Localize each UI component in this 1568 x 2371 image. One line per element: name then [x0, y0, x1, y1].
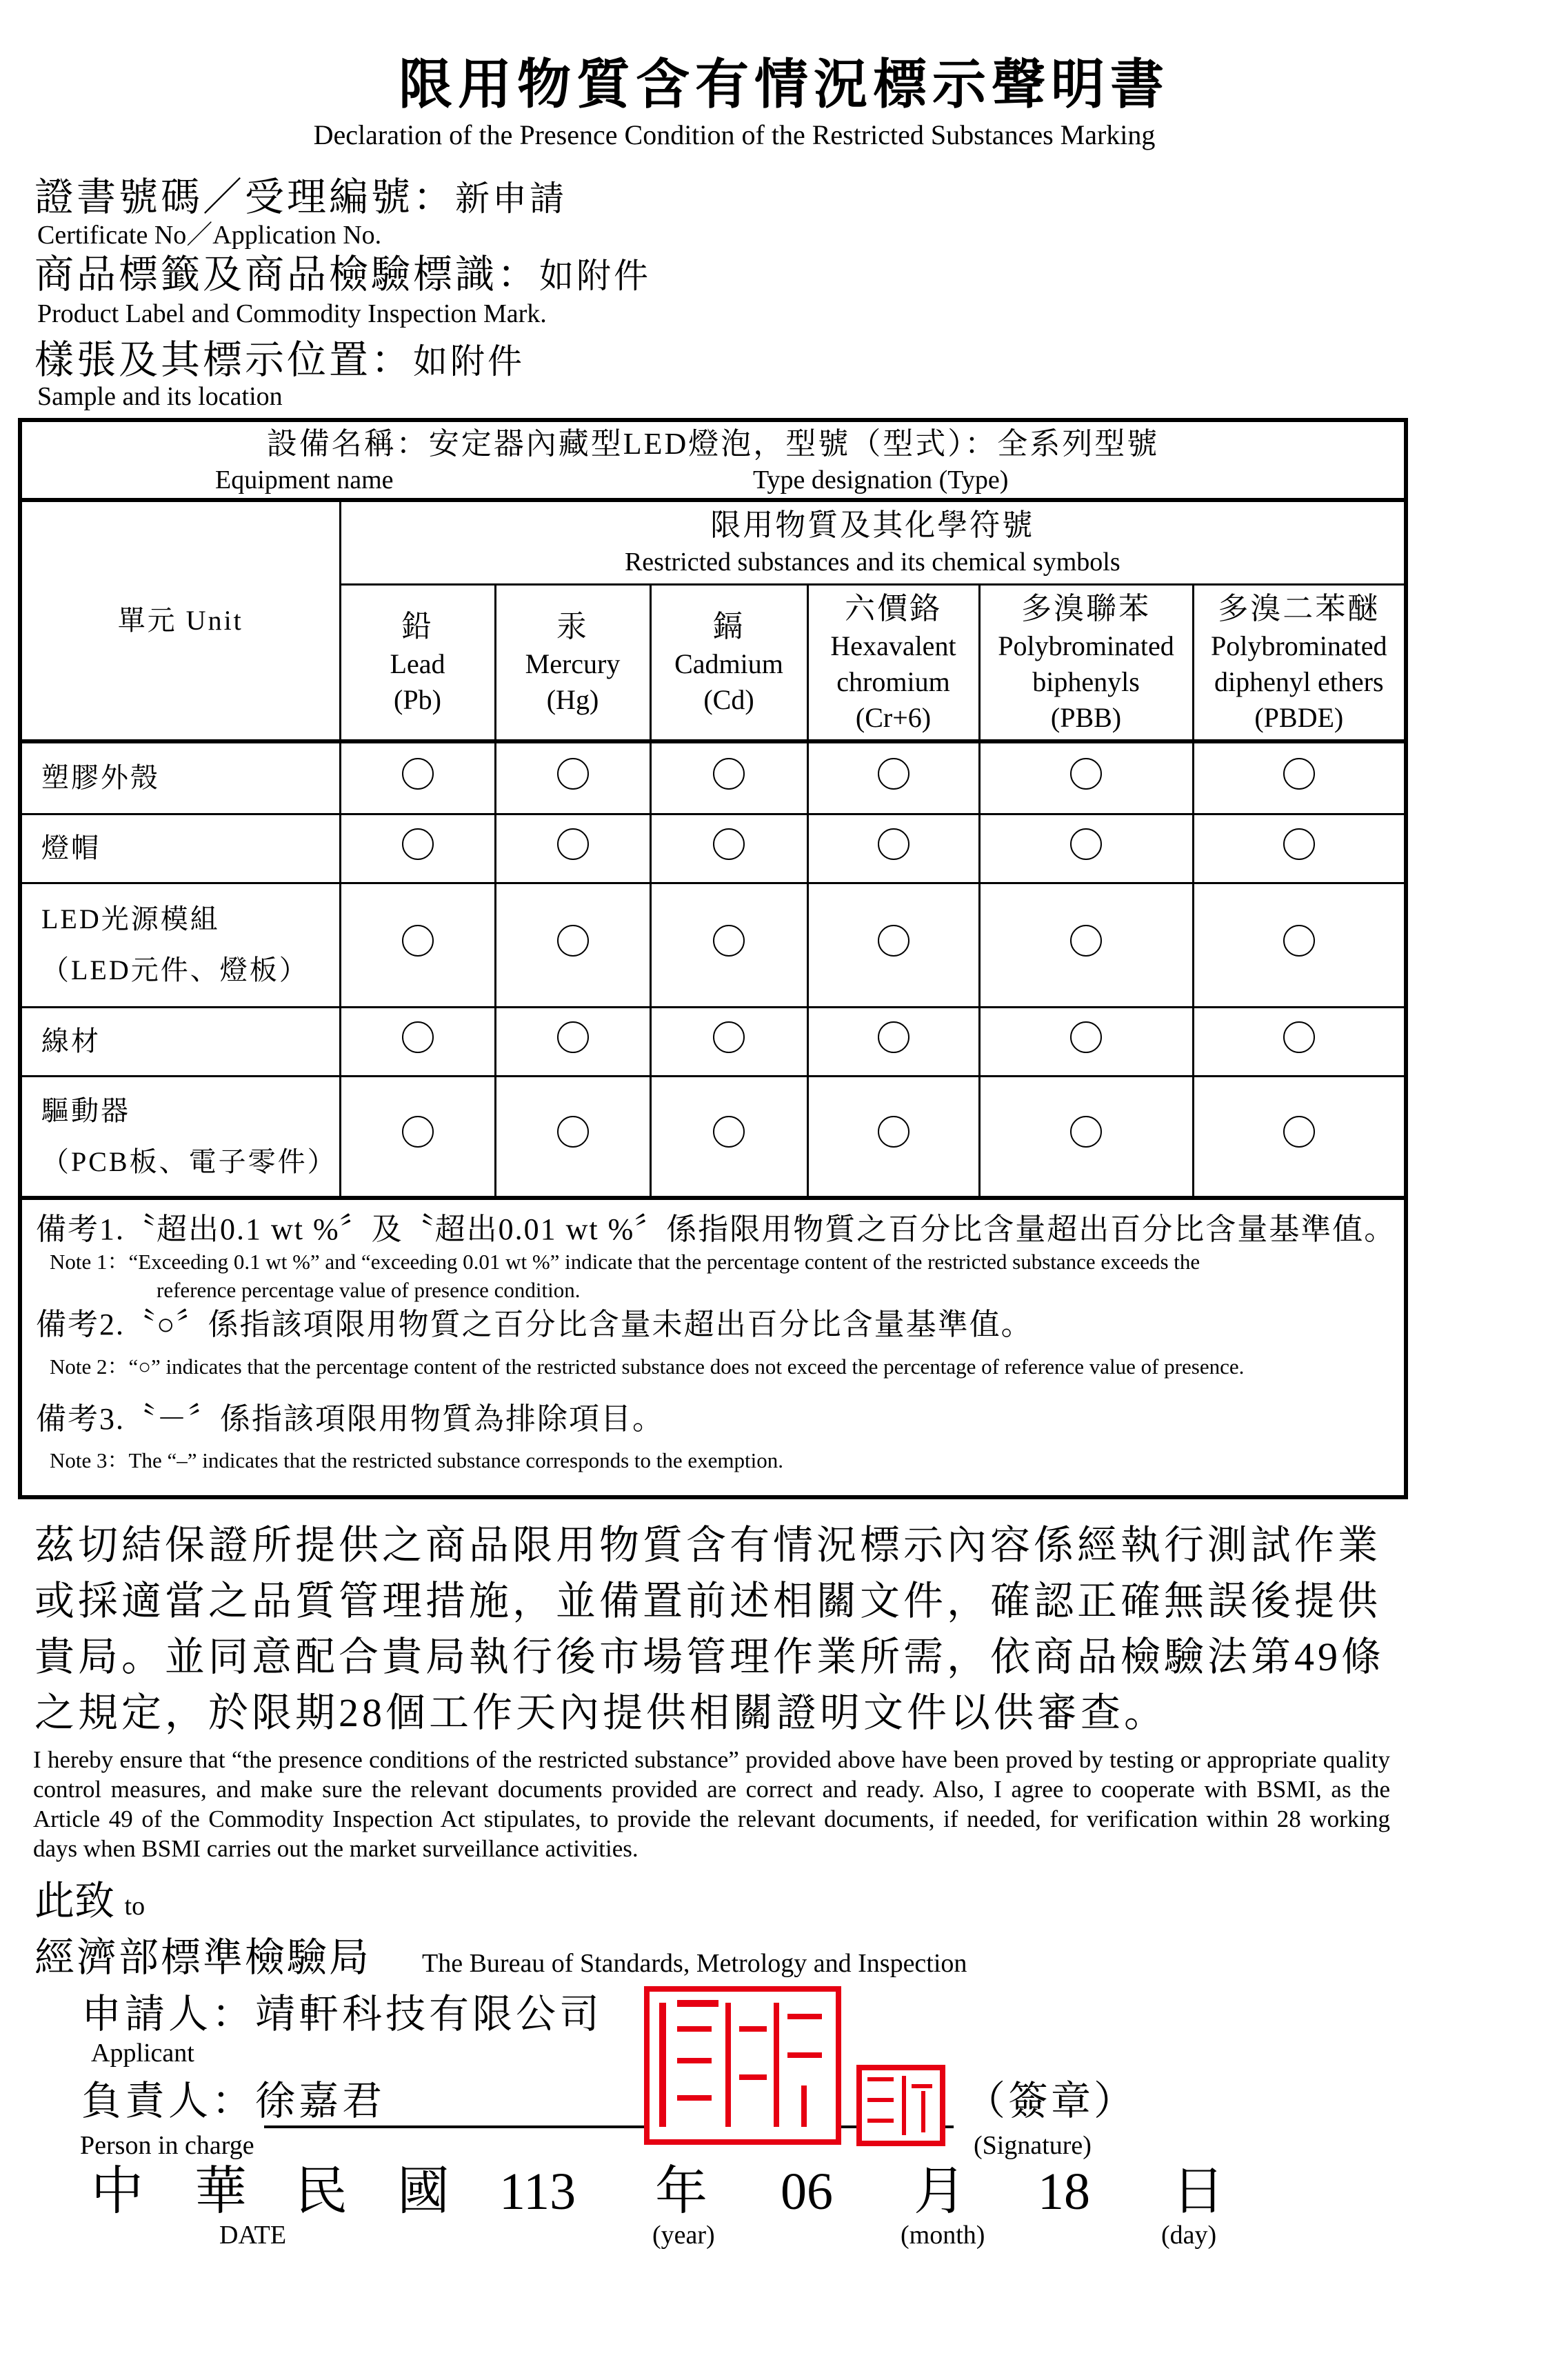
date-prefix-3: 民: [295, 2163, 348, 2221]
status-cell: [340, 883, 495, 1007]
circle-mark-icon: [402, 1116, 434, 1148]
field-label: 樣張及其標示位置：: [34, 339, 413, 382]
status-cell: [650, 741, 807, 814]
circle-mark-icon: [713, 1021, 745, 1053]
column-chromium: [807, 584, 979, 741]
column-symbol: (Hg): [546, 683, 599, 715]
column-pbde: [1193, 584, 1406, 741]
signature-zh: （簽章）: [965, 2079, 1137, 2123]
status-cell: [807, 741, 979, 814]
equipment-row: [20, 420, 1406, 500]
column-lead: [340, 584, 495, 741]
circle-mark-icon: [878, 1021, 909, 1053]
person-value: 徐嘉君: [255, 2079, 386, 2123]
table-row: [20, 741, 1406, 814]
product-label-field: [34, 253, 651, 297]
to-en: to: [124, 1892, 145, 1921]
page-subtitle: Declaration of the Presence Condition of the Restricted Substances Marking: [313, 119, 1156, 150]
date-month-zh: 月: [914, 2163, 966, 2221]
status-cell: [979, 1007, 1193, 1076]
note-3-zh: 備考3.〝－〞係指該項限用物質為排除項目。: [36, 1401, 664, 1436]
circle-mark-icon: [878, 828, 909, 860]
column-en: Polybrominated biphenyls: [998, 630, 1174, 697]
equipment-name-en: Equipment name: [215, 465, 394, 494]
status-cell: [1193, 814, 1406, 883]
status-cell: [1193, 883, 1406, 1007]
applicant-value: 靖軒科技有限公司: [255, 1992, 603, 2037]
status-cell: [1193, 741, 1406, 814]
circle-mark-icon: [402, 1021, 434, 1053]
circle-mark-icon: [1283, 1116, 1315, 1148]
date-prefix-2: 華: [194, 2163, 247, 2221]
row-label-cell: [20, 814, 340, 883]
column-symbol: (Cd): [703, 683, 754, 715]
declaration-line: 茲切結保證所提供之商品限用物質含有情況標示內容係經執行測試作業: [34, 1523, 1382, 1568]
date-year-zh: 年: [655, 2163, 707, 2221]
column-zh: 多溴聯苯: [1021, 591, 1151, 626]
date-month-en: (month): [901, 2221, 985, 2250]
person-line: [81, 2081, 385, 2121]
column-en: Hexavalent chromium: [830, 630, 956, 697]
status-cell: [807, 883, 979, 1007]
status-cell: [340, 1076, 495, 1198]
circle-mark-icon: [1283, 828, 1315, 860]
personal-seal-stamp: [856, 2065, 945, 2146]
circle-mark-icon: [1283, 1021, 1315, 1053]
status-cell: [650, 814, 807, 883]
status-cell: [495, 1007, 650, 1076]
declaration-en: I hereby ensure that “the presence conditions of the restricted substance” provided above have been proved by testing or appropriate quality control measures, and make sure the relevant documents provided are correct and ready. Also, I agree to cooperate with BSMI, as the Article 49 of the Commodity Inspection Act stipulates, to provide the relevant documents, if needed, for verification within 28 working days when BSMI carries out the market surveillance activities.: [33, 1746, 1390, 1862]
field-label-en: Certificate No／Application No.: [37, 221, 382, 250]
date-year-en: (year): [652, 2221, 715, 2250]
status-cell: [807, 814, 979, 883]
circle-mark-icon: [713, 828, 745, 860]
declaration-line: 或採適當之品質管理措施，並備置前述相關文件，確認正確無誤後提供: [34, 1579, 1382, 1623]
to-line: [34, 1881, 145, 1921]
status-cell: [979, 814, 1193, 883]
row-label-cell: [20, 883, 340, 1007]
date-prefix-4: 國: [397, 2163, 450, 2221]
circle-mark-icon: [878, 1116, 909, 1148]
table-row: [20, 1007, 1406, 1076]
certificate-no-field: [34, 178, 567, 217]
page-title: 限用物質含有情況標示聲明書: [398, 54, 1169, 114]
column-zh: 汞: [556, 609, 589, 643]
column-zh: 鎘: [712, 609, 745, 643]
status-cell: [495, 883, 650, 1007]
status-cell: [340, 741, 495, 814]
circle-mark-icon: [402, 758, 434, 790]
sample-location-field: [34, 341, 525, 380]
circle-mark-icon: [1283, 925, 1315, 957]
declaration-zh: [34, 1517, 1386, 1741]
signature-en: (Signature): [974, 2131, 1092, 2160]
column-en: Cadmium: [674, 648, 783, 679]
column-zh: 鉛: [401, 609, 434, 643]
equipment-cell: [20, 420, 1406, 500]
signature-underline: [264, 2125, 954, 2128]
circle-mark-icon: [1070, 828, 1102, 860]
circle-mark-icon: [402, 925, 434, 957]
column-pbb: [979, 584, 1193, 741]
status-cell: [979, 883, 1193, 1007]
circle-mark-icon: [557, 925, 589, 957]
circle-mark-icon: [557, 1021, 589, 1053]
date-prefix-1: 中: [91, 2163, 143, 2221]
date-day-zh: 日: [1172, 2163, 1225, 2221]
bureau-zh: 經濟部標準檢驗局: [34, 1935, 372, 1980]
note-1-en: Note 1：“Exceeding 0.1 wt %” and “exceeding 0.01 wt %” indicate that the percentage content of the restricted substance exceeds the: [50, 1249, 1200, 1274]
status-cell: [807, 1007, 979, 1076]
column-symbol: (Cr+6): [855, 701, 932, 733]
status-cell: [340, 814, 495, 883]
applicant-en: Applicant: [91, 2039, 194, 2068]
status-cell: [979, 741, 1193, 814]
field-value: 新申請: [455, 179, 567, 218]
circle-mark-icon: [713, 1116, 745, 1148]
bureau-en: The Bureau of Standards, Metrology and Inspection: [422, 1949, 967, 1978]
applicant-label: 申請人：: [81, 1992, 256, 2037]
field-value: 如附件: [413, 342, 525, 381]
date-day-en: (day): [1161, 2221, 1217, 2250]
date-label-en: DATE: [219, 2221, 287, 2250]
status-cell: [650, 1076, 807, 1198]
table-row: [20, 1076, 1406, 1198]
column-en: Mercury: [525, 648, 621, 679]
circle-mark-icon: [1070, 758, 1102, 790]
status-cell: [650, 1007, 807, 1076]
unit-header: 單元 Unit: [20, 500, 340, 741]
circle-mark-icon: [1070, 1116, 1102, 1148]
note-2-zh: 備考2.〝○〞係指該項限用物質之百分比含量未超出百分比含量基準值。: [36, 1308, 1033, 1342]
status-cell: [495, 1076, 650, 1198]
circle-mark-icon: [1283, 758, 1315, 790]
circle-mark-icon: [713, 758, 745, 790]
equipment-line: 設備名稱：安定器內藏型LED燈泡，型號（型式）：全系列型號: [266, 427, 1160, 461]
circle-mark-icon: [557, 758, 589, 790]
column-cadmium: [650, 584, 807, 741]
substances-header-en: Restricted substances and its chemical symbols: [624, 547, 1120, 577]
company-seal-stamp: [644, 1986, 841, 2145]
column-symbol: (PBB): [1050, 701, 1122, 733]
field-label-en: Product Label and Commodity Inspection Mark.: [37, 299, 547, 328]
circle-mark-icon: [878, 758, 909, 790]
status-cell: [650, 883, 807, 1007]
row-label-cell: [20, 1076, 340, 1198]
header-row: [20, 500, 1406, 584]
circle-mark-icon: [402, 828, 434, 860]
date-month: 06: [781, 2163, 833, 2221]
column-en: Lead: [390, 648, 445, 679]
field-label: 證書號碼／受理編號：: [34, 176, 455, 219]
status-cell: [495, 814, 650, 883]
status-cell: [1193, 1076, 1406, 1198]
circle-mark-icon: [878, 925, 909, 957]
type-designation-en: Type designation (Type): [753, 465, 1009, 494]
status-cell: [807, 1076, 979, 1198]
column-en: Polybrominated diphenyl ethers: [1211, 630, 1387, 697]
field-value: 如附件: [539, 257, 651, 295]
status-cell: [495, 741, 650, 814]
circle-mark-icon: [557, 828, 589, 860]
column-symbol: (Pb): [394, 683, 441, 715]
notes-row: [20, 1198, 1406, 1497]
field-label-en: Sample and its location: [37, 382, 283, 411]
declaration-line: 貴局。並同意配合貴局執行後市場管理作業所需，依商品檢驗法第49條: [34, 1634, 1385, 1679]
status-cell: [1193, 1007, 1406, 1076]
row-sublabel: （PCB板、電子零件）: [41, 1146, 337, 1177]
restricted-substances-table: [18, 418, 1408, 1499]
row-label-cell: [20, 741, 340, 814]
date-day: 18: [1038, 2163, 1090, 2221]
table-row: [20, 814, 1406, 883]
row-label: 燈帽: [41, 832, 101, 863]
note-3-en: Note 3：The “–” indicates that the restricted substance corresponds to the exemption.: [50, 1448, 783, 1473]
applicant-line: [81, 1992, 603, 2037]
to-zh: 此致: [34, 1879, 115, 1923]
circle-mark-icon: [557, 1116, 589, 1148]
status-cell: [979, 1076, 1193, 1198]
circle-mark-icon: [1070, 925, 1102, 957]
notes-cell: [20, 1198, 1406, 1497]
substances-header-zh: 限用物質及其化學符號: [710, 508, 1035, 543]
declaration-line: 之規定，於限期28個工作天內提供相關證明文件以供審查。: [34, 1690, 1168, 1735]
row-label: 線材: [41, 1026, 101, 1057]
column-zh: 多溴二苯醚: [1218, 591, 1380, 626]
row-label: 塑膠外殼: [41, 762, 160, 794]
column-symbol: (PBDE): [1254, 701, 1344, 733]
note-1-zh: 備考1.〝超出0.1 wt %〞及〝超出0.01 wt %〞係指限用物質之百分比含量超出百分比含量基準值。: [36, 1212, 1396, 1246]
note-1-en-cont: reference percentage value of presence condition.: [157, 1278, 581, 1303]
date-year: 113: [499, 2163, 576, 2221]
column-zh: 六價鉻: [845, 591, 942, 626]
row-label-cell: [20, 1007, 340, 1076]
row-label: LED光源模組: [41, 903, 220, 934]
note-2-en: Note 2：“○” indicates that the percentage content of the restricted substance does not exceed the percentage of reference value of presence.: [50, 1354, 1245, 1379]
field-label: 商品標籤及商品檢驗標識：: [34, 253, 539, 297]
substances-header: [340, 500, 1406, 584]
status-cell: [340, 1007, 495, 1076]
circle-mark-icon: [713, 925, 745, 957]
row-label: 驅動器: [41, 1094, 130, 1126]
column-mercury: [495, 584, 650, 741]
table-row: [20, 883, 1406, 1007]
row-sublabel: （LED元件、燈板）: [41, 954, 309, 986]
person-en: Person in charge: [80, 2131, 254, 2160]
person-label: 負責人：: [81, 2079, 256, 2123]
circle-mark-icon: [1070, 1021, 1102, 1053]
